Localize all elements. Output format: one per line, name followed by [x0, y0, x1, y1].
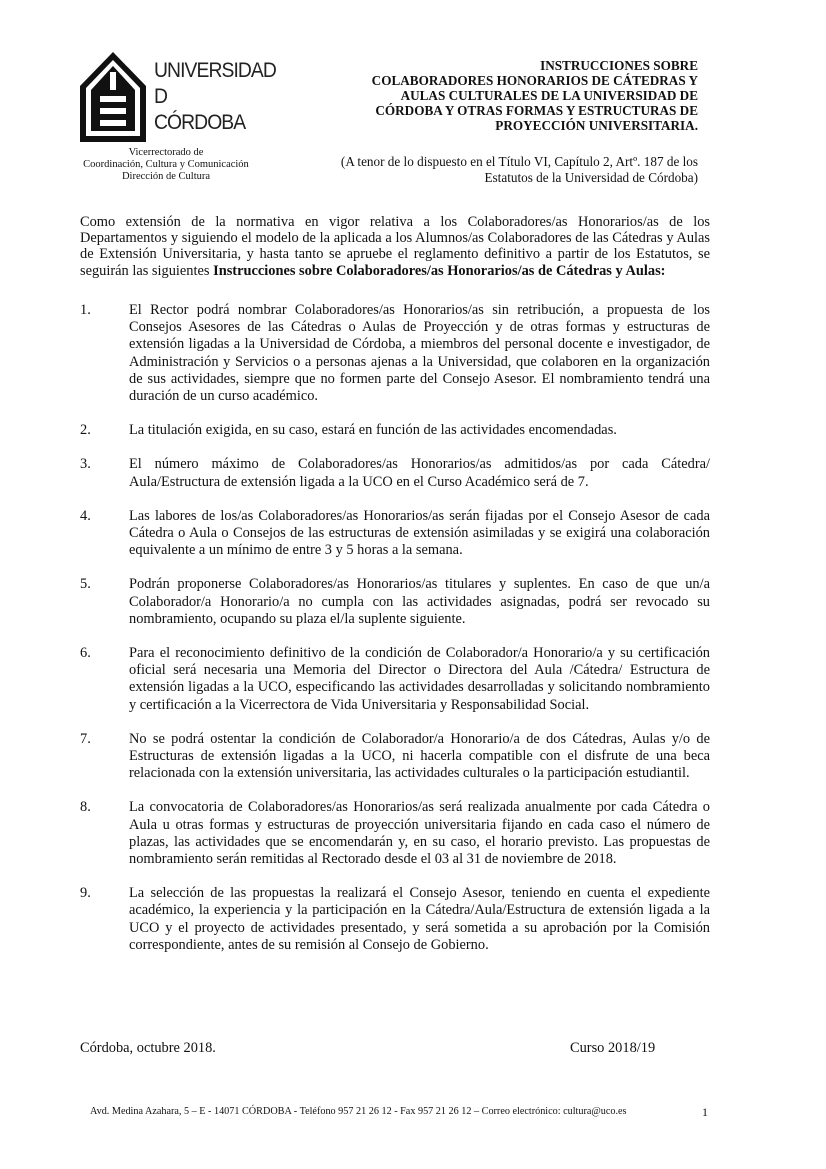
item-text: El Rector podrá nombrar Colaboradores/as Honorarios/as sin retribución, a propuesta de los Consejos Asesores de las Cátedras o Aulas de Proyección y de otras formas y estructuras de extensión ligadas a la Universidad de Córdoba, a miembros del personal docente e investigador, de Administración y Servicios o a personas ajenas a la Universidad, que colaboren en la organización de sus actividades, siempre que no formen parte del Consejo Asesor. El nombramiento tendrá una duración de un curso académico.: [129, 302, 710, 405]
closing-course: Curso 2018/19: [570, 1040, 656, 1056]
item-number: 5.: [80, 576, 91, 593]
item-text: Para el reconocimiento definitivo de la condición de Colaborador/a Honorario/a y su certificación oficial será necesaria una Memoria del Director o Directora del Aula /Cátedra/ Estructura de extensión ligadas a la UCO, especificando las actividades desarrolladas y solicitando nombramiento y certificación a la Vicerrectora de Vida Universitaria y Responsabilidad Social.: [129, 645, 710, 713]
list-item: [80, 576, 710, 628]
intro-bold-text: Instrucciones sobre Colaboradores/as Honorarios/as de Cátedras y Aulas:: [213, 262, 666, 279]
list-item: [80, 508, 710, 560]
title-line: PROYECCIÓN UNIVERSITARIA.: [495, 118, 698, 133]
item-number: 2.: [80, 422, 91, 439]
list-item: [80, 885, 710, 954]
logo-line-1: UNIVERSIDAD: [154, 59, 276, 82]
footer-address: Avd. Medina Azahara, 5 – E - 14071 CÓRDOBA - Teléfono 957 21 26 12 - Fax 957 21 26 12 – Correo electrónico: cultura@uco.es: [90, 1106, 627, 1117]
item-number: 3.: [80, 456, 91, 473]
university-logo: [78, 50, 278, 150]
item-text: Podrán proponerse Colaboradores/as Honorarios/as titulares y suplentes. En caso de que un/a Colaborador/a Honorario/a no cumpla con las actividades asignadas, podrá ser revocado su nombramiento, ocupando su plaza el/la suplente siguiente.: [129, 576, 710, 627]
title-line: CÓRDOBA Y OTRAS FORMAS Y ESTRUCTURAS DE: [375, 103, 698, 118]
title-line: INSTRUCCIONES SOBRE: [540, 58, 698, 73]
page-number: 1: [702, 1105, 708, 1119]
list-item: [80, 799, 710, 868]
item-text: No se podrá ostentar la condición de Colaborador/a Honorario/a de dos Cátedras, Aulas y/o de Estructuras de extensión ligadas a la UCO, ni hacerla compatible con el disfrute de una beca relacionada con la extensión universitaria, las actividades culturales o la participación estudiantil.: [129, 730, 710, 782]
logo-line-3: CÓRDOBA: [154, 111, 246, 134]
department-line: Dirección de Cultura: [121, 171, 211, 182]
department-label: [78, 147, 254, 183]
closing-city-date: Córdoba, octubre 2018.: [80, 1040, 216, 1056]
item-number: 4.: [80, 507, 91, 524]
subtitle-line: (A tenor de lo dispuesto en el Título VI, Capítulo 2, Artº. 187 de los: [340, 154, 698, 169]
item-number: 1.: [80, 302, 91, 318]
instructions-list: [80, 302, 710, 971]
subtitle-line: Estatutos de la Universidad de Córdoba): [484, 170, 698, 185]
item-text: La convocatoria de Colaboradores/as Honorarios/as será realizada anualmente por cada Cátedra o Aula u otras formas y estructuras de proyección universitaria fijando en cada caso el número de plazas, las actividades que se encomendarán y, en su caso, el horario previsto. Las propuestas de nombramiento serán remitidas al Rectorado desde el 03 al 31 de noviembre de 2018.: [129, 799, 710, 868]
list-item: [80, 645, 710, 714]
intro-paragraph: [80, 214, 710, 279]
logo-line-2: D: [154, 85, 168, 108]
item-text: La titulación exigida, en su caso, estará en función de las actividades encomendadas.: [129, 422, 617, 439]
list-item: [80, 302, 710, 405]
intro-text: Como extensión de la normativa en vigor relativa a los Colaboradores/as Honorarios/as de los Departamentos y siguiendo el modelo de la aplicada a los Alumnos/as Colaboradores de las Cátedras y Aulas de Extensión Universitaria, y hasta tanto se apruebe el reglamento definitivo a partir de los Estatutos, se seguirán las siguientes: [80, 214, 710, 279]
university-emblem-icon: [78, 50, 148, 145]
item-number: 8.: [80, 799, 91, 816]
list-item: [80, 422, 710, 439]
title-line: AULAS CULTURALES DE LA UNIVERSIDAD DE: [400, 88, 698, 103]
list-item: [80, 456, 710, 490]
item-number: 9.: [80, 885, 91, 902]
item-text: La selección de las propuestas la realizará el Consejo Asesor, teniendo en cuenta el expediente académico, la experiencia y la participación en la Cátedra/Aula/Estructura de extensión ligada a la UCO y el proyecto de actividades presentado, y será sometida a su aprobación por la Comisión correspondiente, antes de su remisión al Consejo de Gobierno.: [129, 885, 710, 953]
department-line: Coordinación, Cultura y Comunicación: [83, 159, 249, 170]
item-number: 7.: [80, 730, 91, 747]
document-subtitle: [278, 154, 698, 186]
item-text: Las labores de los/as Colaboradores/as Honorarios/as serán fijadas por el Consejo Asesor de cada Cátedra o Aula o Consejos de las estructuras de extensión asimiladas y se exigirá una colaboración equivalente a un mínimo de entre 3 y 5 horas a la semana.: [129, 507, 710, 559]
department-line: Vicerrectorado de: [128, 147, 204, 158]
document-title: [318, 58, 698, 133]
list-item: [80, 731, 710, 783]
item-number: 6.: [80, 645, 91, 662]
logo-wordmark: [154, 58, 276, 136]
item-text: El número máximo de Colaboradores/as Honorarios/as admitidos/as por cada Cátedra/ Aula/Estructura de extensión ligada a la UCO en el Curso Académico será de 7.: [129, 456, 710, 490]
title-line: COLABORADORES HONORARIOS DE CÁTEDRAS Y: [371, 73, 698, 88]
